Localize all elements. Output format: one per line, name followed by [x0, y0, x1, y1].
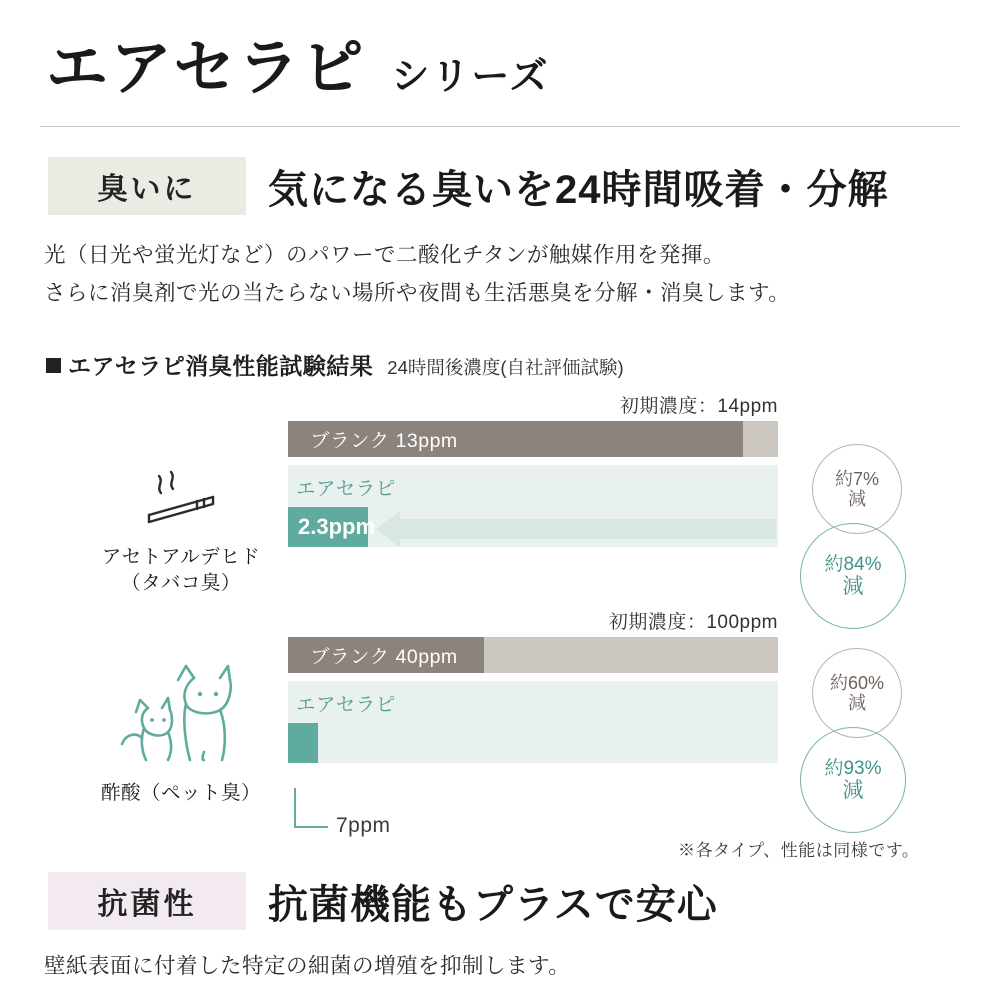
- category-label-acetaldehyde-line2: （タバコ臭）: [121, 572, 241, 595]
- bar-label-blank-1: ブランク 13ppm: [310, 430, 458, 453]
- badge-reduction-blank-2: [812, 648, 902, 738]
- section-odor-chip: 臭いに: [48, 157, 246, 215]
- section-antibacterial-band: [48, 872, 718, 930]
- reduction-arrow-icon-1: [376, 511, 776, 547]
- section-odor-band: [48, 157, 1000, 215]
- page-subtitle: シリーズ: [391, 56, 550, 98]
- section-odor-heading: 気になる臭いを24時間吸着・分解: [268, 167, 889, 212]
- result-heading-title: エアセラピ消臭性能試験結果: [68, 353, 374, 380]
- header-divider: [40, 126, 960, 127]
- badge-reduction-blank-1: [812, 444, 902, 534]
- badge-pct-air-2: 約93%: [824, 757, 882, 779]
- page-title: エアセラピ: [46, 34, 366, 103]
- bar-label-blank-2: ブランク 40ppm: [310, 646, 458, 669]
- badge-suffix-air-2: 減: [842, 778, 864, 802]
- badge-pct-blank-2: 約60%: [829, 672, 885, 693]
- section-antibacterial-paragraph: [44, 948, 570, 986]
- section-antibacterial-chip: 抗菌性: [48, 872, 246, 930]
- section-odor-paragraph-line2: さらに消臭剤で光の当たらない場所や夜間も生活悪臭を分解・消臭します。: [44, 280, 791, 305]
- bar-label-air-1: エアセラピ: [296, 478, 396, 501]
- bar-row-airtherapy-acetaldehyde: [288, 465, 778, 547]
- badge-suffix-blank-1: 減: [848, 489, 866, 509]
- badge-reduction-air-2: [800, 727, 906, 833]
- cigarette-icon: [86, 470, 276, 532]
- page-header: [0, 0, 1000, 103]
- category-label-acetic-line1: 酢酸（ペット臭）: [100, 782, 261, 804]
- section-odor-paragraph: [44, 237, 1000, 312]
- initial-concentration-label-2: 初期濃度：100ppm: [608, 612, 778, 634]
- bar-row-blank-acetaldehyde: [288, 421, 778, 457]
- bars-acetaldehyde: [288, 421, 778, 555]
- section-odor-paragraph-line1: 光（日光や蛍光灯など）のパワーで二酸化チタンが触媒作用を発揮。: [44, 243, 725, 267]
- category-acetaldehyde: [86, 470, 276, 597]
- bar-row-airtherapy-acetic: [288, 681, 778, 763]
- bar-row-blank-acetic: [288, 637, 778, 673]
- bars-acetic-acid: [288, 637, 778, 771]
- dog-cat-icon: [86, 660, 276, 770]
- badge-pct-blank-1: 約7%: [834, 468, 879, 489]
- bar-value-air-2: 7ppm: [336, 814, 391, 837]
- section-antibacterial-paragraph-line1: 壁紙表面に付着した特定の細菌の増殖を抑制します。: [44, 954, 571, 978]
- result-heading: [46, 348, 1000, 381]
- initial-concentration-label-1: 初期濃度：14ppm: [619, 396, 778, 418]
- bar-fill-air-2: [288, 723, 318, 763]
- badge-suffix-air-1: 減: [842, 574, 864, 598]
- badge-pct-air-1: 約84%: [824, 553, 882, 575]
- bar-value-air-1: 2.3ppm: [298, 514, 376, 540]
- bar-label-air-2: エアセラピ: [296, 694, 396, 717]
- category-acetic-acid: [86, 660, 276, 806]
- category-label-acetaldehyde-line1: アセトアルデヒド: [101, 546, 261, 568]
- badge-suffix-blank-2: 減: [848, 693, 866, 713]
- section-antibacterial-heading: 抗菌機能もプラスで安心: [268, 882, 718, 927]
- bullet-square-icon: [46, 358, 61, 373]
- bar-fill-air-1: [288, 507, 376, 547]
- chart-footnote: ※各タイプ、性能は同様です。: [678, 841, 920, 860]
- result-heading-note: 24時間後濃度(自社評価試験): [387, 357, 624, 379]
